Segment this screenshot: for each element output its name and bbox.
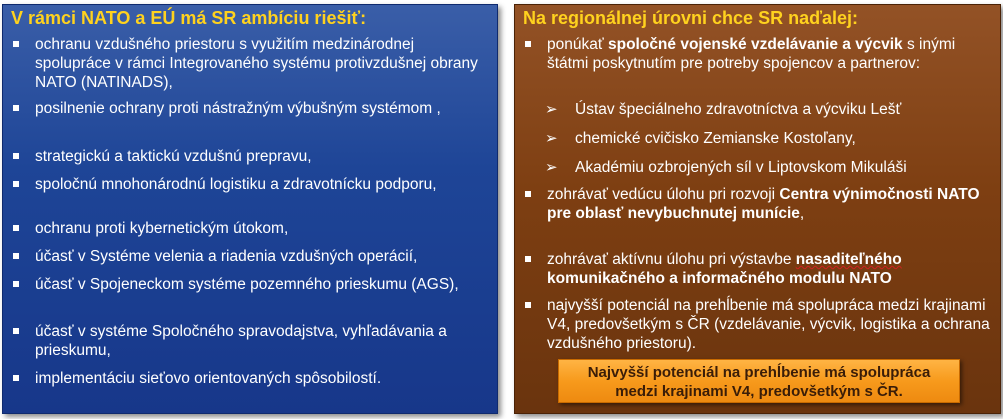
nato-eu-title: V rámci NATO a EÚ má SR ambíciu riešiť: xyxy=(11,8,367,28)
regional-panel: Na regionálnej úrovni chce SR naďalej: ponúkať spoločné vojenské vzdelávanie a výcvik s inými štátmi poskytnutím pre potreby spojencov a partnerov: ➢ Ústav špeciálneho zdravotníctva a výcviku Lešť ➢ chemické cvičisko Zemianske Kostoľany, ➢ Akadémiu ozbrojených síl v Liptovskom Mikuláši zohrávať vedúcu úlohu pri rozvoji Centra výnimočnosti NATO pre oblasť nevybuchnutej munície, zohrávať aktívnu úlohu pri výstavbe nasaditeľného komunikačného a informačného modulu NATO najvyšší potenciál na prehĺbenie má spolupráca medzi krajinami V4, predovšetkým s ČR (vzdelávanie, výcvik, logistika a ochrana vzdušného priestoru). Najvyšší potenciál na prehĺbenie má spolupráca medzi krajinami V4, predovšetkým s ČR. xyxy=(514,4,1001,414)
square-bullet-icon xyxy=(525,302,531,308)
square-bullet-icon xyxy=(13,181,19,187)
nato-eu-panel: V rámci NATO a EÚ má SR ambíciu riešiť: ochranu vzdušného priestoru s využitím medzinárodnej spolupráce v rámci Integrovaného systému protivzdušnej obrany NATO (NATINADS), posilnenie ochrany proti nástražným výbušným systémom , strategickú a taktickú vzdušnú prepravu, spoločnú mnohonárodnú logistiku a zdravotnícku podporu, ochranu proti kybernetickým útokom, účasť v Systéme velenia a riadenia vzdušných operácií, účasť v Spojeneckom systéme pozemného prieskumu (AGS), účasť v systéme Spoločného spravodajstva, vyhľadávania a prieskumu, implementáciu sieťovo orientovaných spôsobilostí. xyxy=(2,4,498,414)
square-bullet-icon xyxy=(13,281,19,287)
arrow-bullet-icon: ➢ xyxy=(545,101,558,118)
square-bullet-icon xyxy=(13,253,19,259)
v4-cooperation-callout: Najvyšší potenciál na prehĺbenie má spolupráca medzi krajinami V4, predovšetkým s ČR. xyxy=(558,359,960,403)
square-bullet-icon xyxy=(13,328,19,334)
square-bullet-icon xyxy=(13,225,19,231)
square-bullet-icon xyxy=(13,375,19,381)
square-bullet-icon xyxy=(525,256,531,262)
square-bullet-icon xyxy=(525,41,531,47)
square-bullet-icon xyxy=(13,41,19,47)
arrow-bullet-icon: ➢ xyxy=(545,159,558,176)
arrow-bullet-icon: ➢ xyxy=(545,130,558,147)
square-bullet-icon xyxy=(525,191,531,197)
regional-title: Na regionálnej úrovni chce SR naďalej: xyxy=(523,8,859,28)
square-bullet-icon xyxy=(13,153,19,159)
square-bullet-icon xyxy=(13,105,19,111)
